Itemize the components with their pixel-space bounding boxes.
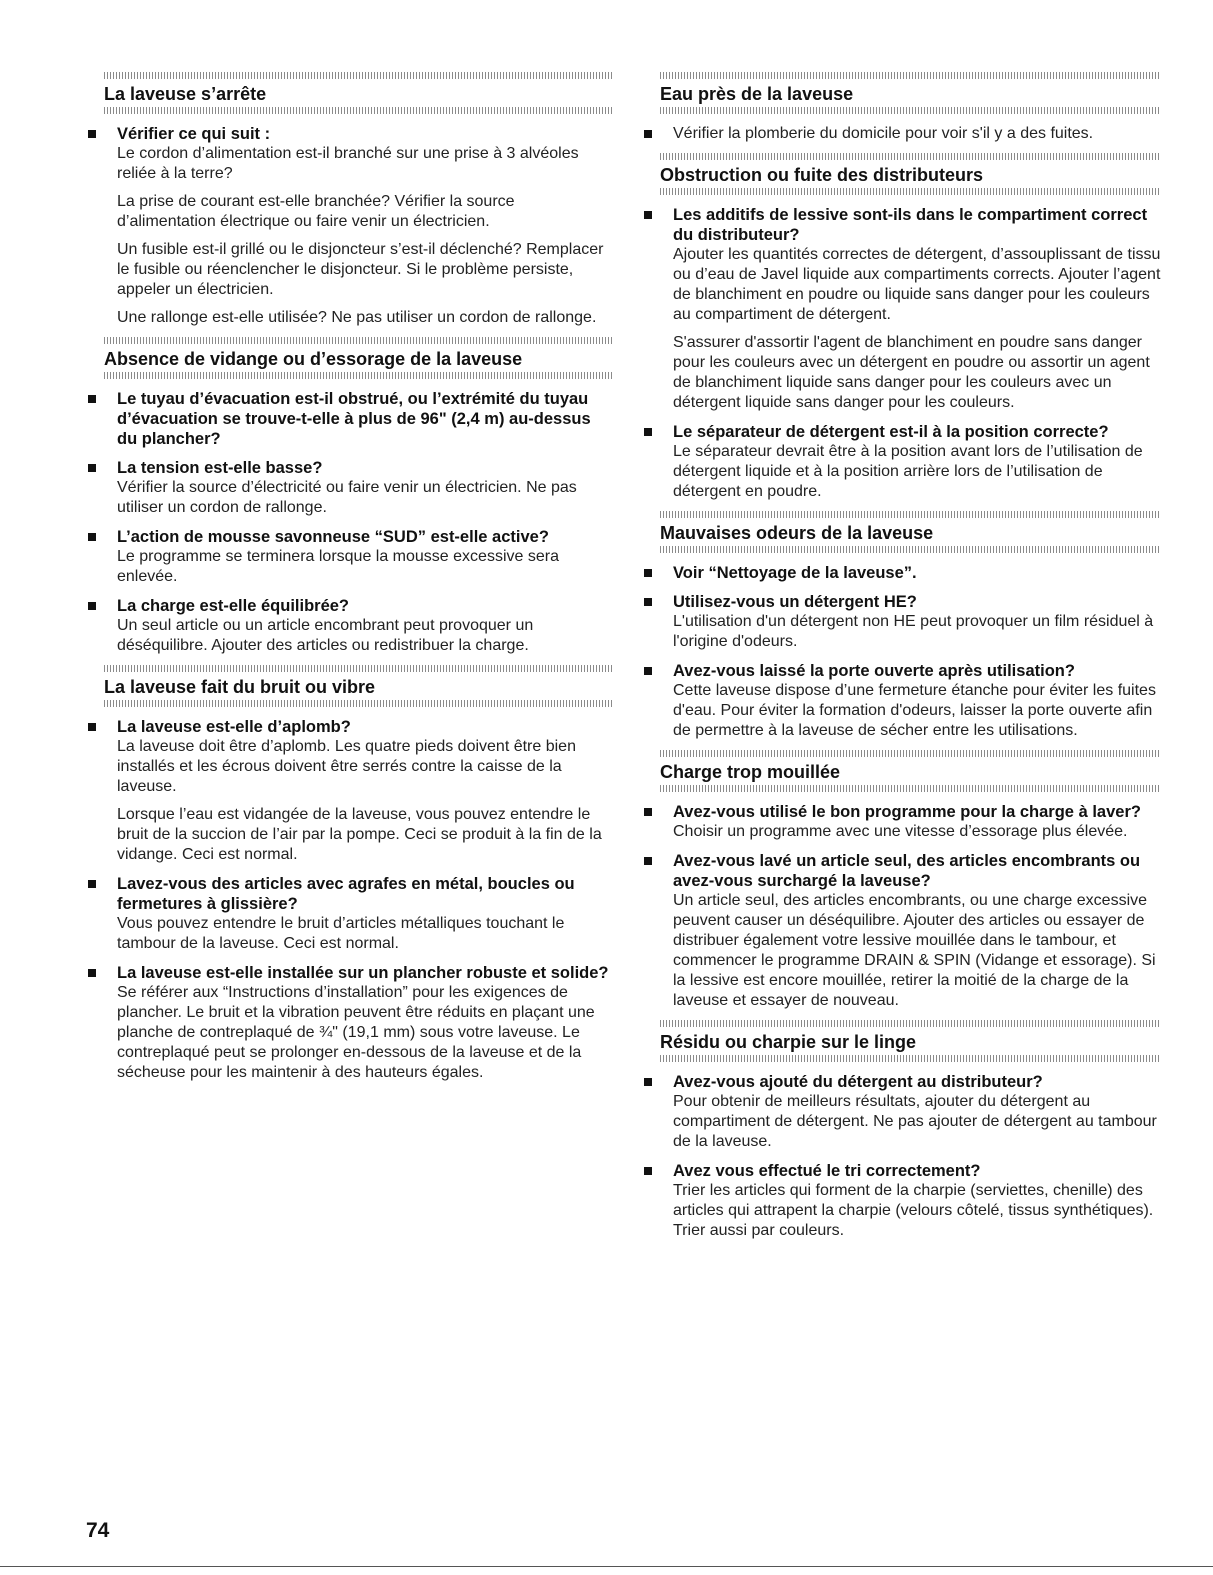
bullet-icon <box>88 602 96 610</box>
item-paragraph: L'utilisation d'un détergent non HE peut provoquer un film résiduel à l'origine d'odeurs. <box>673 613 1154 650</box>
bullet-icon <box>644 667 652 675</box>
item-question: Le tuyau d’évacuation est-il obstrué, ou l’extrémité du tuyau d’évacuation se trouve-t-elle à plus de 96" (2,4 m) au-dessus du plancher? <box>117 390 591 448</box>
section-header <box>642 750 1162 792</box>
list-item <box>642 422 1162 502</box>
item-paragraph: Vérifier la source d’électricité ou faire venir un électricien. Ne pas utiliser un cordon de rallonge. <box>117 479 577 516</box>
bullet-icon <box>88 880 96 888</box>
section <box>86 337 614 656</box>
list-item <box>86 124 614 328</box>
item-paragraph: Ajouter les quantités correctes de détergent, d’assouplissant de tissu ou d’eau de Javel liquide aux compartiments corrects. Ajouter l’agent de blanchiment en poudre ou liquide sans danger pour les couleurs au compartiment de détergent. <box>673 246 1161 323</box>
item-question: Avez vous effectué le tri correctement? <box>673 1162 981 1180</box>
bullet-icon <box>644 857 652 865</box>
section <box>642 72 1162 144</box>
bullet-icon <box>644 808 652 816</box>
section-title: Eau près de la laveuse <box>660 84 854 104</box>
section-rule-bottom <box>104 107 612 114</box>
section-title: Mauvaises odeurs de la laveuse <box>660 523 934 543</box>
item-question: Avez-vous ajouté du détergent au distributeur? <box>673 1073 1043 1091</box>
item-paragraph: Le séparateur devrait être à la position avant lors de l’utilisation de détergent liquide et à la position arrière lors de l’utilisation de détergent en poudre. <box>673 443 1143 500</box>
bullet-icon <box>88 464 96 472</box>
item-list <box>642 124 1162 144</box>
section-title: Absence de vidange ou d’essorage de la laveuse <box>104 349 523 369</box>
section-header <box>642 72 1162 114</box>
item-question: Avez-vous laissé la porte ouverte après utilisation? <box>673 662 1075 680</box>
item-question: Avez-vous lavé un article seul, des articles encombrants ou avez-vous surchargé la laveuse? <box>673 852 1141 890</box>
list-item <box>642 592 1162 652</box>
item-paragraph: Un fusible est-il grillé ou le disjoncteur s’est-il déclenché? Remplacer le fusible ou réenclencher le disjoncteur. Si le problème persiste, appeler un électricien. <box>117 241 604 298</box>
item-question: La laveuse est-elle installée sur un plancher robuste et solide? <box>117 964 609 982</box>
item-question: Le séparateur de détergent est-il à la position correcte? <box>673 423 1109 441</box>
section-rule-top <box>660 750 1160 757</box>
section <box>642 153 1162 502</box>
section <box>642 511 1162 741</box>
section-rule-top <box>660 511 1160 518</box>
item-paragraph: Vous pouvez entendre le bruit d’articles métalliques touchant le tambour de la laveuse. Ceci est normal. <box>117 915 565 952</box>
bullet-icon <box>88 723 96 731</box>
left-column <box>86 72 614 1092</box>
item-question: La tension est-elle basse? <box>117 459 323 477</box>
item-question: Les additifs de lessive sont-ils dans le compartiment correct du distributeur? <box>673 206 1148 244</box>
item-paragraph: Trier les articles qui forment de la charpie (serviettes, chenille) des articles qui attrapent la charpie (velours côtelé, tissus synthétiques). Trier aussi par couleurs. <box>673 1182 1154 1239</box>
section-rule-bottom <box>660 188 1160 195</box>
list-item <box>86 874 614 954</box>
section-header <box>642 511 1162 553</box>
section-rule-top <box>104 337 612 344</box>
item-list <box>86 389 614 656</box>
item-list <box>86 717 614 1083</box>
list-item <box>86 717 614 865</box>
item-question: La laveuse est-elle d’aplomb? <box>117 718 351 736</box>
section-header <box>642 153 1162 195</box>
item-paragraph: Un seul article ou un article encombrant peut provoquer un déséquilibre. Ajouter des articles ou redistribuer la charge. <box>117 617 534 654</box>
bullet-icon <box>644 598 652 606</box>
list-item <box>642 802 1162 842</box>
section-title: Obstruction ou fuite des distributeurs <box>660 165 984 185</box>
item-paragraph: Une rallonge est-elle utilisée? Ne pas utiliser un cordon de rallonge. <box>117 309 597 326</box>
section-rule-top <box>660 1020 1160 1027</box>
section-title: Résidu ou charpie sur le linge <box>660 1032 917 1052</box>
item-list <box>642 205 1162 502</box>
list-item <box>86 963 614 1083</box>
section-header <box>86 337 614 379</box>
item-question: Utilisez-vous un détergent HE? <box>673 593 917 611</box>
list-item <box>642 1072 1162 1152</box>
section-rule-bottom <box>660 1055 1160 1062</box>
section-rule-top <box>660 153 1160 160</box>
right-column <box>642 72 1162 1250</box>
bullet-icon <box>644 428 652 436</box>
section <box>86 665 614 1083</box>
section-rule-bottom <box>104 372 612 379</box>
bullet-icon <box>88 395 96 403</box>
item-paragraph: Vérifier la plomberie du domicile pour voir s'il y a des fuites. <box>673 125 1094 142</box>
list-item <box>642 124 1162 144</box>
section-header <box>86 72 614 114</box>
section-header <box>86 665 614 707</box>
list-item <box>642 205 1162 413</box>
section-rule-top <box>104 665 612 672</box>
item-paragraph: Cette laveuse dispose d’une fermeture étanche pour éviter les fuites d'eau. Pour éviter la formation d'odeurs, laisser la porte ouverte afin de permettre à la laveuse de sécher entre les utilisations. <box>673 682 1156 739</box>
item-paragraph: Lorsque l’eau est vidangée de la laveuse, vous pouvez entendre le bruit de la succion de l’air par la pompe. Ceci se produit à la fin de la vidange. Ceci est normal. <box>117 806 602 863</box>
item-question: Avez-vous utilisé le bon programme pour la charge à laver? <box>673 803 1141 821</box>
list-item <box>86 458 614 518</box>
item-question: Lavez-vous des articles avec agrafes en métal, boucles ou fermetures à glissière? <box>117 875 575 913</box>
item-paragraph: Un article seul, des articles encombrants, ou une charge excessive peuvent causer un déséquilibre. Ajouter des articles ou essayer de distribuer également votre lessive mouillée dans le tambour, et commencer le programme DRAIN & SPIN (Vidange et essorage). Si la lessive est encore mouillée, retirer la moitié de la charge de la laveuse et essayer de nouveau. <box>673 892 1156 1009</box>
item-question: La charge est-elle équilibrée? <box>117 597 349 615</box>
item-question: L’action de mousse savonneuse “SUD” est-elle active? <box>117 528 549 546</box>
list-item <box>642 563 1162 583</box>
item-paragraph: La laveuse doit être d’aplomb. Les quatre pieds doivent être bien installés et les écrous doivent être serrés contre la caisse de la laveuse. <box>117 738 576 795</box>
section <box>642 1020 1162 1241</box>
item-list <box>642 1072 1162 1241</box>
section-rule-bottom <box>660 785 1160 792</box>
item-paragraph: La prise de courant est-elle branchée? Vérifier la source d’alimentation électrique ou faire venir un électricien. <box>117 193 515 230</box>
section-rule-top <box>660 72 1160 79</box>
list-item <box>86 596 614 656</box>
bullet-icon <box>644 1167 652 1175</box>
item-question: Voir “Nettoyage de la laveuse”. <box>673 564 917 582</box>
bullet-icon <box>644 130 652 138</box>
list-item <box>642 851 1162 1011</box>
bullet-icon <box>88 130 96 138</box>
item-paragraph: Le cordon d’alimentation est-il branché sur une prise à 3 alvéoles reliée à la terre? <box>117 145 579 182</box>
item-paragraph: Choisir un programme avec une vitesse d’essorage plus élevée. <box>673 823 1128 840</box>
section-title: Charge trop mouillée <box>660 762 841 782</box>
section-title: La laveuse fait du bruit ou vibre <box>104 677 376 697</box>
section <box>86 72 614 328</box>
item-paragraph: Pour obtenir de meilleurs résultats, ajouter du détergent au compartiment de détergent. Ne pas ajouter de détergent au tambour de la laveuse. <box>673 1093 1157 1150</box>
section-header <box>642 1020 1162 1062</box>
item-list <box>642 563 1162 741</box>
item-paragraph: Le programme se terminera lorsque la mousse excessive sera enlevée. <box>117 548 559 585</box>
bottom-rule <box>0 1566 1213 1567</box>
bullet-icon <box>88 969 96 977</box>
item-list <box>642 802 1162 1011</box>
list-item <box>642 661 1162 741</box>
list-item <box>642 1161 1162 1241</box>
section-rule-top <box>104 72 612 79</box>
list-item <box>86 389 614 449</box>
bullet-icon <box>644 1078 652 1086</box>
bullet-icon <box>88 533 96 541</box>
section-rule-bottom <box>660 546 1160 553</box>
section-rule-bottom <box>660 107 1160 114</box>
item-question: Vérifier ce qui suit : <box>117 125 271 143</box>
item-paragraph: S'assurer d'assortir l'agent de blanchiment en poudre sans danger pour les couleurs avec un détergent en poudre ou assortir un agent de blanchiment liquide sans danger pour les couleurs avec un détergent liquide sans danger pour les couleurs. <box>673 334 1150 411</box>
bullet-icon <box>644 211 652 219</box>
page-number: 74 <box>86 1519 110 1542</box>
list-item <box>86 527 614 587</box>
section-rule-bottom <box>104 700 612 707</box>
section <box>642 750 1162 1011</box>
section-title: La laveuse s’arrête <box>104 84 267 104</box>
item-paragraph: Se référer aux “Instructions d’installation” pour les exigences de plancher. Le bruit et la vibration peuvent être réduits en plaçant une planche de contreplaqué de ¾" (19,1 mm) sous votre laveuse. Le contreplaqué peut se prolonger en-dessous de la laveuse et de la sécheuse pour les maintenir à des hauteurs égales. <box>117 984 595 1081</box>
item-list <box>86 124 614 328</box>
bullet-icon <box>644 569 652 577</box>
